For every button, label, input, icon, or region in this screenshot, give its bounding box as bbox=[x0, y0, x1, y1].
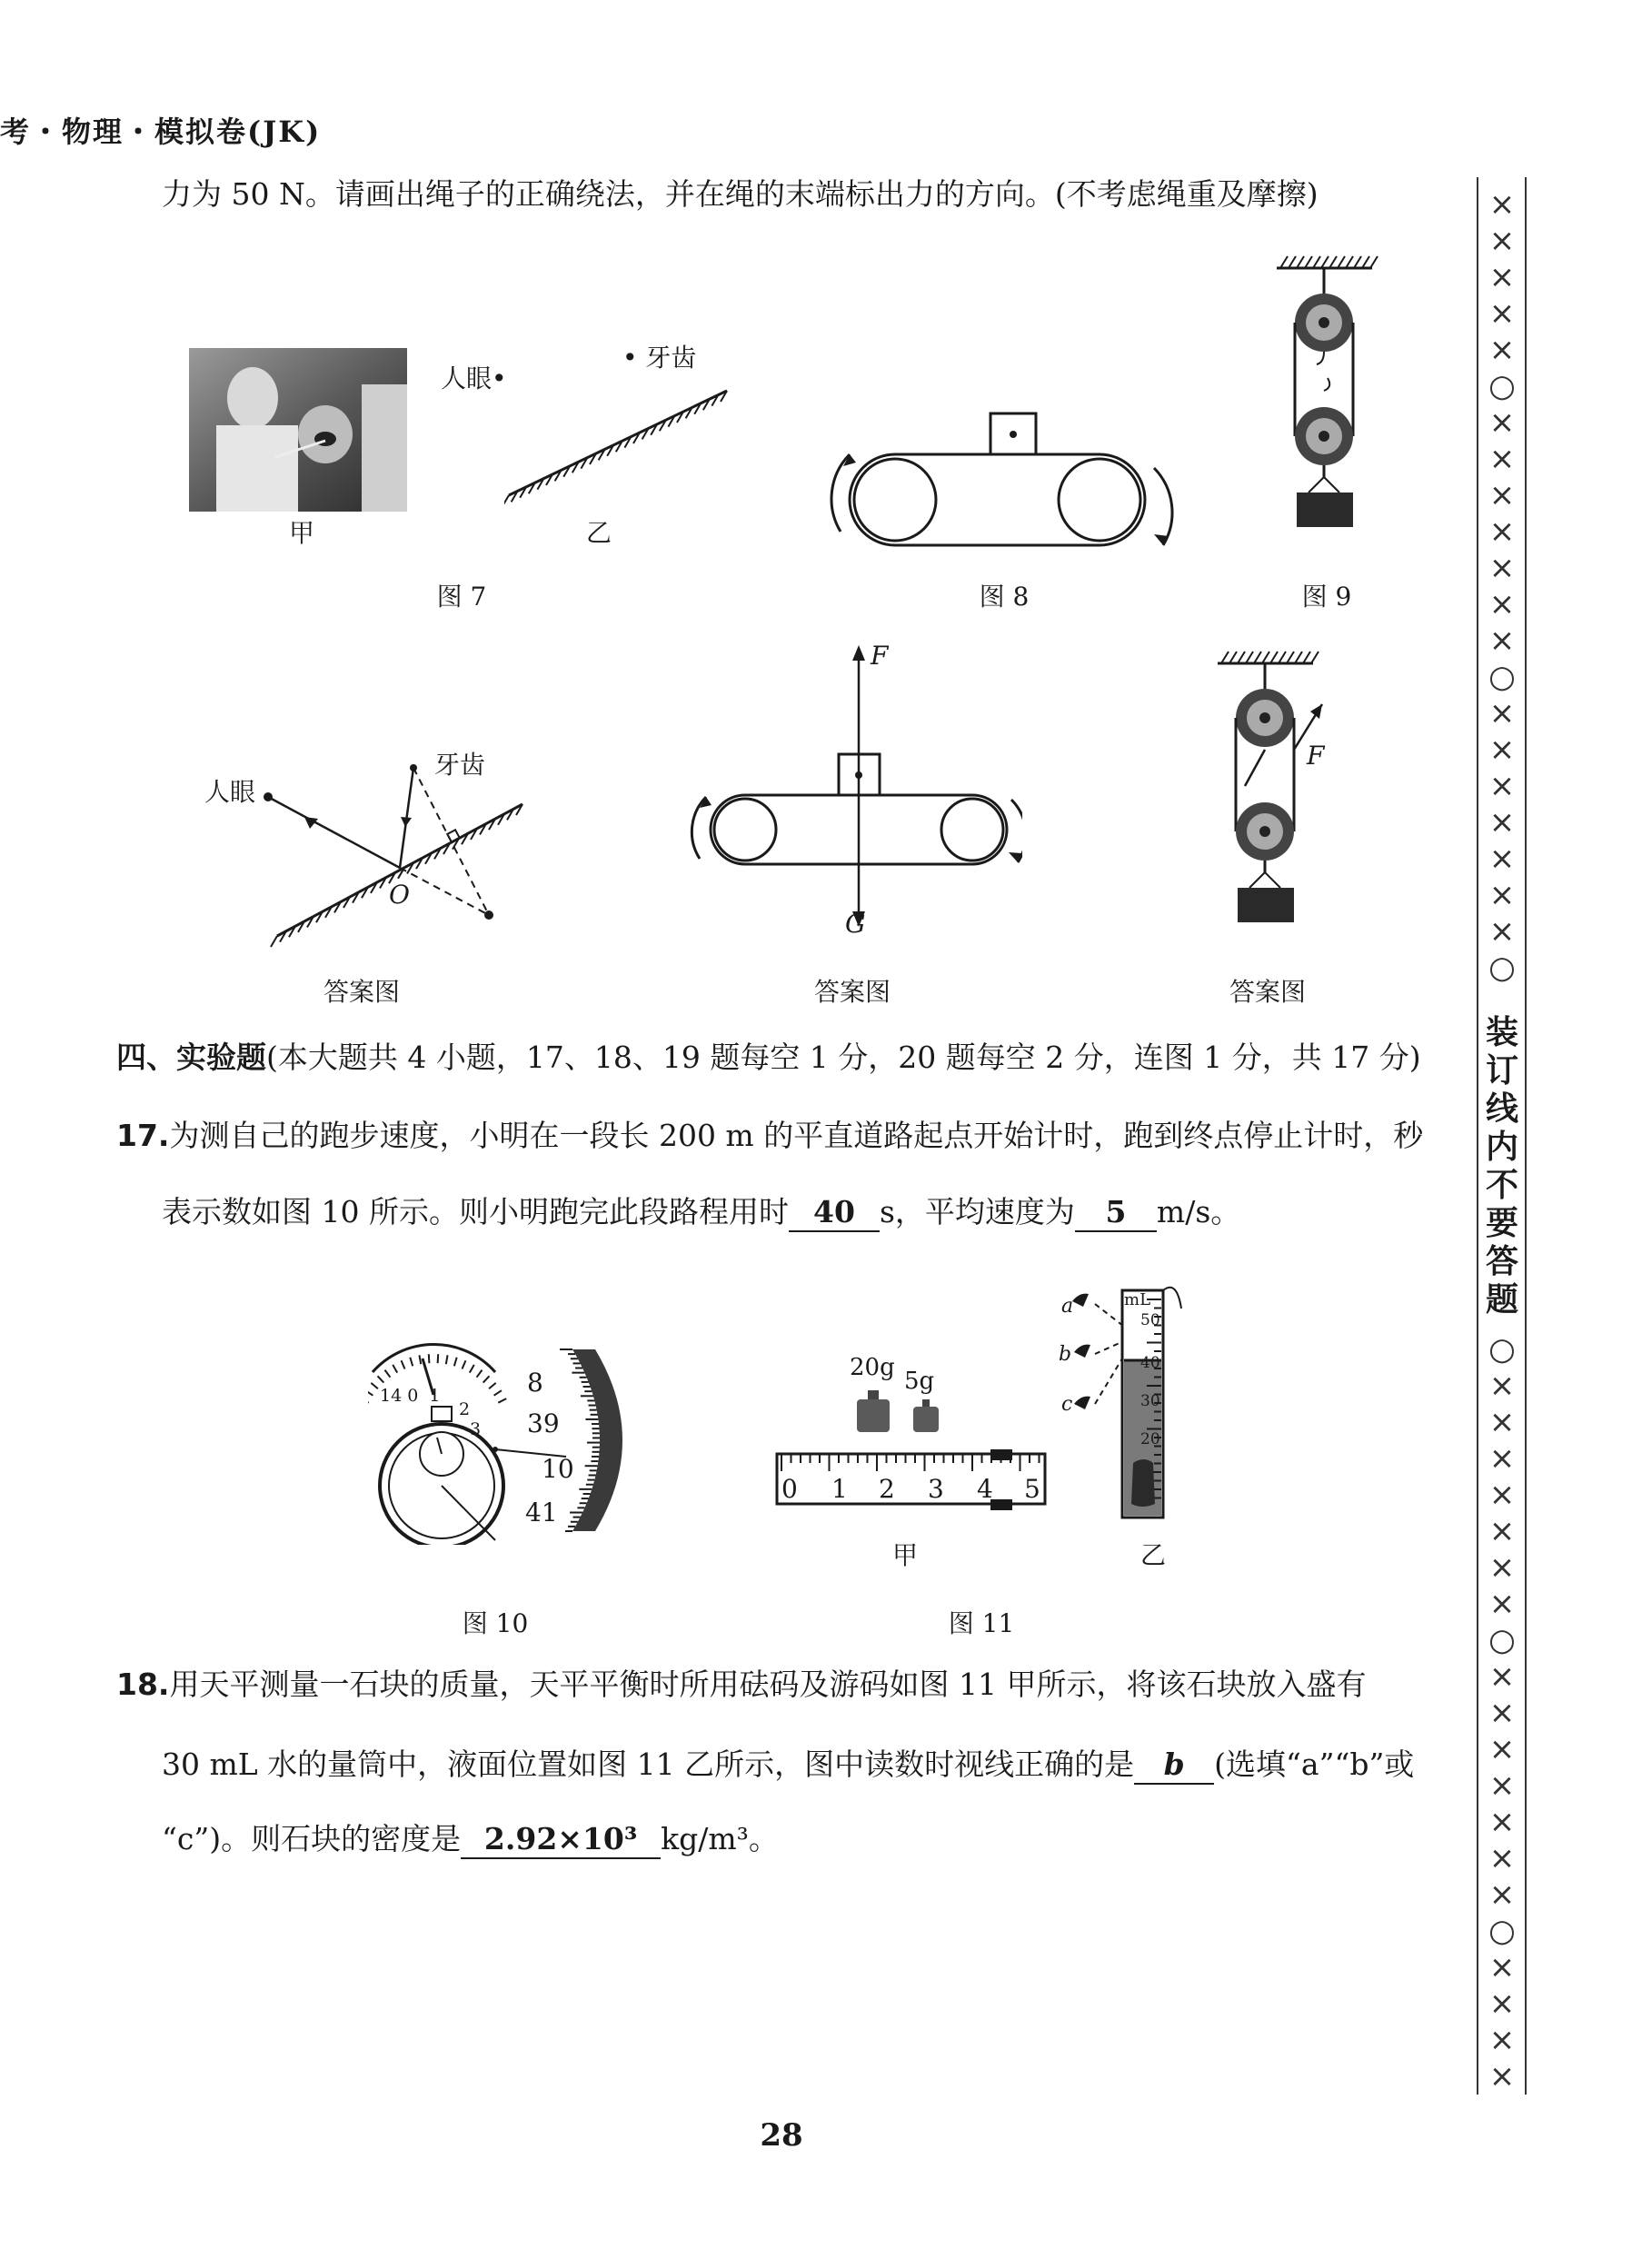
ruler-1: 1 bbox=[831, 1474, 848, 1504]
q17-text2b: s，平均速度为 bbox=[879, 1194, 1075, 1229]
fig7-caption: 图 7 bbox=[436, 582, 487, 612]
answer-fig8-F: F bbox=[871, 641, 889, 671]
dial-big-10: 10 bbox=[542, 1454, 574, 1484]
answer-fig7-eye: 人眼 bbox=[204, 777, 256, 807]
section4-heading bbox=[116, 1036, 1421, 1080]
q18-line2 bbox=[162, 1743, 1414, 1786]
answer-fig8 bbox=[677, 641, 1022, 940]
dial-small-0: 0 bbox=[407, 1386, 419, 1406]
dial-big-8: 8 bbox=[527, 1368, 543, 1398]
answer-fig7-O: O bbox=[389, 880, 410, 910]
fig9-pulley bbox=[1268, 254, 1386, 545]
q18-number: 18. bbox=[116, 1667, 170, 1702]
ruler-3: 3 bbox=[928, 1474, 944, 1504]
binding-line-left bbox=[1477, 177, 1478, 2095]
fig11-caption: 图 11 bbox=[948, 1608, 1015, 1638]
answer-fig8-G: G bbox=[845, 909, 866, 939]
cyl-tick-50: 50 bbox=[1140, 1311, 1160, 1329]
fig7-eye-text: 人眼 bbox=[441, 363, 493, 393]
ruler-0: 0 bbox=[781, 1474, 798, 1504]
answer-fig8-caption: 答案图 bbox=[813, 977, 891, 1007]
eye-a-label: a bbox=[1061, 1295, 1074, 1318]
binding-line-right bbox=[1525, 177, 1527, 2095]
cylinder-unit: mL bbox=[1124, 1290, 1151, 1309]
fig7-mirror bbox=[504, 382, 731, 509]
dial-small-14: 14 bbox=[380, 1386, 403, 1406]
answer-fig9 bbox=[1209, 650, 1327, 940]
section4-title: 四、实验题 bbox=[116, 1040, 266, 1075]
fig11-label-jia: 甲 bbox=[892, 1540, 919, 1570]
ruler-2: 2 bbox=[879, 1474, 895, 1504]
fig7-label-tooth: • 牙齿 bbox=[622, 343, 697, 373]
dial-big-39: 39 bbox=[527, 1408, 560, 1438]
section4-note: (本大题共 4 小题，17、18、19 题每空 1 分，20 题每空 2 分，连图 1 分，共 17 分) bbox=[266, 1040, 1421, 1075]
q17-number: 17. bbox=[116, 1118, 170, 1153]
intro-line: 力为 50 N。请画出绳子的正确绕法，并在绳的末端标出力的方向。(不考虑绳重及摩擦) bbox=[162, 176, 1319, 212]
cyl-tick-20: 20 bbox=[1140, 1430, 1160, 1448]
q17-text2a: 表示数如图 10 所示。则小明跑完此段路程用时 bbox=[162, 1194, 789, 1229]
fig11-weights bbox=[850, 1390, 959, 1436]
q17-line2 bbox=[162, 1190, 1240, 1234]
binding-vertical-text: 装订线内不要答题 bbox=[1485, 1013, 1518, 1319]
answer-fig7-tooth: 牙齿 bbox=[434, 750, 486, 780]
fig9-caption: 图 9 bbox=[1301, 582, 1352, 612]
dial-big-41: 41 bbox=[525, 1498, 558, 1528]
cyl-tick-40: 40 bbox=[1140, 1354, 1160, 1372]
fig7-tooth-text: 牙齿 bbox=[645, 343, 697, 373]
exam-header: 考・物理・模拟卷(JK) bbox=[0, 114, 322, 149]
binding-marks-bottom: ○×××××××○×××××××○×××× bbox=[1488, 1331, 1516, 2095]
dial-small-1: 1 bbox=[429, 1386, 441, 1406]
answer-fig9-caption: 答案图 bbox=[1229, 977, 1306, 1007]
q18-answer-density: 2.92×10³ bbox=[461, 1821, 661, 1859]
eye-b-label: b bbox=[1059, 1343, 1072, 1366]
ruler-4: 4 bbox=[977, 1474, 993, 1504]
eye-c-label: c bbox=[1061, 1393, 1073, 1416]
q18-text2a: 30 mL 水的量筒中，液面位置如图 11 乙所示，图中读数时视线正确的是 bbox=[162, 1746, 1135, 1782]
fig10-dial-small-labels bbox=[380, 1386, 441, 1406]
fig10-caption: 图 10 bbox=[462, 1608, 529, 1638]
fig11-rider-scale bbox=[772, 1449, 1054, 1513]
fig8-conveyor bbox=[818, 404, 1190, 550]
q18-text1: 用天平测量一石块的质量，天平平衡时所用砝码及游码如图 11 甲所示，将该石块放入盛有 bbox=[169, 1667, 1367, 1702]
q17-text1: 为测自己的跑步速度，小明在一段长 200 m 的平直道路起点开始计时，跑到终点停止计时，秒 bbox=[169, 1118, 1424, 1153]
q18-text3a: “c”)。则石块的密度是 bbox=[162, 1821, 462, 1856]
q17-answer-speed: 5 bbox=[1075, 1194, 1157, 1232]
fig7-label-yi: 乙 bbox=[586, 518, 612, 548]
dial-small-3: 3 bbox=[470, 1419, 482, 1439]
q18-text3b: kg/m³。 bbox=[661, 1821, 779, 1856]
fig7-photo bbox=[189, 348, 407, 512]
weight-20g-label: 20g bbox=[850, 1354, 895, 1381]
q18-line3 bbox=[162, 1817, 779, 1861]
weight-5g-label: 5g bbox=[904, 1368, 935, 1395]
fig11-label-yi: 乙 bbox=[1140, 1540, 1167, 1570]
q17-line1 bbox=[116, 1114, 1423, 1158]
q18-line1 bbox=[116, 1663, 1366, 1707]
q17-answer-time: 40 bbox=[789, 1194, 880, 1232]
q17-text2c: m/s。 bbox=[1156, 1194, 1241, 1229]
binding-marks-top: ×××××○×××××××○×××××××○ bbox=[1488, 186, 1516, 986]
fig8-caption: 图 8 bbox=[979, 582, 1030, 612]
cyl-tick-30: 30 bbox=[1140, 1392, 1160, 1410]
answer-fig9-F: F bbox=[1307, 741, 1325, 771]
ruler-5: 5 bbox=[1024, 1474, 1040, 1504]
page-number: 28 bbox=[760, 2117, 803, 2154]
answer-fig7-caption: 答案图 bbox=[323, 977, 400, 1007]
fig7-label-jia: 甲 bbox=[289, 518, 315, 548]
dial-small-2: 2 bbox=[459, 1399, 471, 1419]
q18-text2b: (选填“a”“b”或 bbox=[1214, 1746, 1415, 1782]
q18-answer-sightline: b bbox=[1134, 1746, 1214, 1785]
fig7-label-eye: 人眼• bbox=[441, 363, 507, 393]
